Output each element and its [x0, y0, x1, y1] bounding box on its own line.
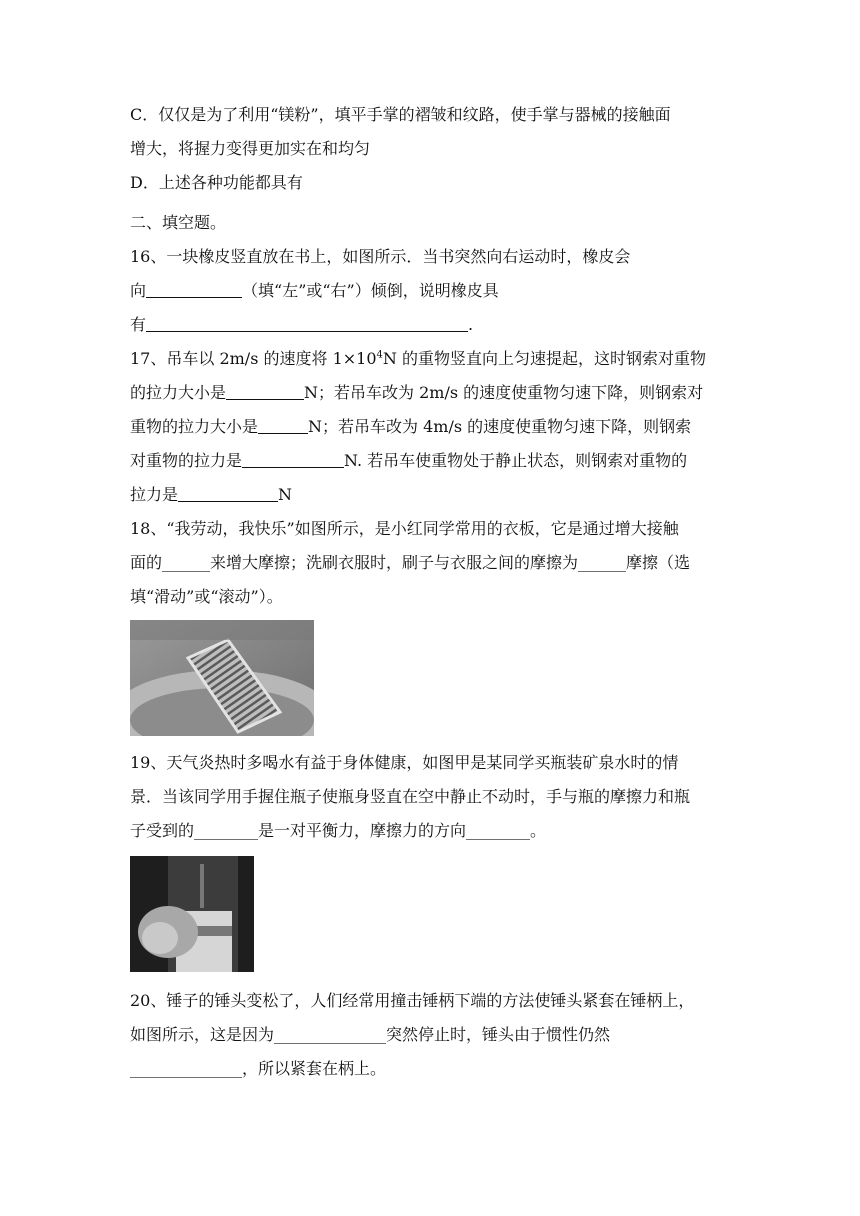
option-c-line-1: C．仅仅是为了利用“镁粉”，填平手掌的褶皱和纹路，使手掌与器械的接触面 [130, 105, 671, 124]
q17-text: N；若吊车改为 4m/s 的速度使重物匀速下降，则钢索 [308, 417, 692, 436]
q17-text: 17、吊车以 2m/s 的速度将 1×10 [130, 349, 377, 368]
q20-line-3: ______________，所以紧套在柄上。 [130, 1059, 387, 1078]
answer-blank [242, 451, 344, 468]
q17-text: N；若吊车改为 2m/s 的速度使重物匀速下降，则钢索对 [304, 383, 704, 402]
q17-text: 对重物的拉力是 [130, 451, 243, 470]
answer-blank [226, 383, 304, 400]
q17-text: N. 若吊车使重物处于静止状态，则钢索对重物的 [344, 451, 688, 470]
q17-line-1 [130, 348, 706, 370]
answer-blank [178, 485, 278, 502]
q17-line-3 [130, 416, 691, 438]
q17-text: 重物的拉力大小是 [130, 417, 259, 436]
q20-line-1: 20、锤子的锤头变松了，人们经常用撞击锤柄下端的方法使锤头紧套在锤柄上， [130, 991, 695, 1010]
q18-line-1: 18、“我劳动，我快乐”如图所示，是小红同学常用的衣板，它是通过增大接触 [130, 519, 679, 538]
washboard-image-icon [130, 620, 314, 736]
washboard-photo [130, 620, 314, 736]
answer-blank [146, 315, 468, 332]
q16-text: 有 [130, 315, 147, 334]
q17-line-2 [130, 382, 703, 404]
option-d: D．上述各种功能都具有 [130, 173, 303, 192]
q16-text: . [468, 315, 474, 334]
exponent: 4 [376, 349, 383, 361]
q16-line-3 [130, 314, 473, 336]
q17-text: N [278, 485, 293, 504]
bottle-in-hand-image-icon [130, 856, 254, 972]
water-bottle-photo [130, 856, 254, 972]
q19-line-2: 景．当该同学用手握住瓶子使瓶身竖直在空中静止不动时，手与瓶的摩擦力和瓶 [130, 787, 691, 806]
q17-text: 拉力是 [130, 485, 179, 504]
q16-text: 向 [130, 281, 147, 300]
q17-text: 的拉力大小是 [130, 383, 227, 402]
q20-line-2: 如图所示，这是因为______________突然停止时，锤头由于惯性仍然 [130, 1025, 611, 1044]
q19-line-3: 子受到的________是一对平衡力，摩擦力的方向________。 [130, 821, 547, 840]
answer-blank [146, 281, 242, 298]
q16-line-1: 16、一块橡皮竖直放在书上，如图所示．当书突然向右运动时，橡皮会 [130, 247, 631, 266]
q18-line-2: 面的______来增大摩擦；洗刷衣服时，刷子与衣服之间的摩擦为______摩擦（选 [130, 553, 691, 572]
section-heading: 二、填空题。 [130, 213, 227, 232]
q17-text: N 的重物竖直向上匀速提起，这时钢索对重物 [382, 349, 706, 368]
q16-line-2 [130, 280, 499, 302]
answer-blank [258, 417, 308, 434]
q19-line-1: 19、天气炎热时多喝水有益于身体健康，如图甲是某同学买瓶装矿泉水时的情 [130, 753, 679, 772]
q18-line-3: 填“滑动”或“滚动”）。 [130, 587, 283, 606]
q17-line-4 [130, 450, 687, 472]
q17-line-5 [130, 484, 292, 506]
option-c-line-2: 增大，将握力变得更加实在和均匀 [130, 139, 371, 158]
q16-text: （填“左”或“右”）倾倒，说明橡皮具 [242, 281, 499, 300]
